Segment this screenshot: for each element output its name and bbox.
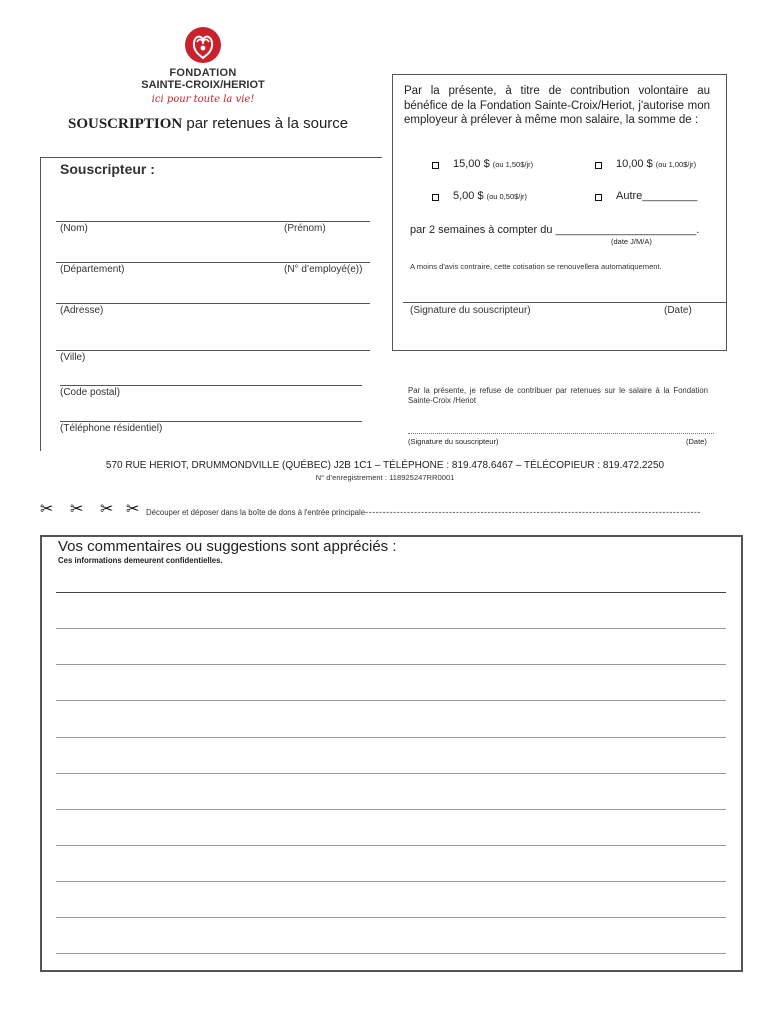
nom-label: (Nom): [60, 223, 88, 234]
checkbox-5[interactable]: [432, 194, 439, 201]
refusal-date-label: (Date): [686, 437, 707, 446]
logo-tagline: ici pour toute la vie!: [151, 94, 255, 105]
checkbox-autre[interactable]: [595, 194, 602, 201]
comment-line[interactable]: [56, 700, 726, 701]
departement-label: (Département): [60, 264, 125, 275]
option-15-note: (ou 1,50$/jr): [492, 160, 534, 169]
option-15: [453, 158, 533, 170]
option-10: [616, 158, 696, 170]
comment-line[interactable]: [56, 845, 726, 846]
option-10-amount: 10,00 $: [616, 158, 653, 170]
name-line[interactable]: [56, 221, 370, 222]
refusal-signature-line[interactable]: [408, 433, 714, 434]
phone-line[interactable]: [60, 421, 362, 422]
comment-line[interactable]: [56, 917, 726, 918]
foundation-emblem-icon: [181, 26, 225, 64]
page-title-rest: par retenues à la source: [182, 115, 349, 132]
page-title: [68, 115, 348, 133]
cut-instruction: [146, 507, 726, 517]
footer-address: 570 RUE HERIOT, DRUMMONDVILLE (QUÉBEC) J2B 1C1 – TÉLÉPHONE : 819.478.6467 – TÉLÉCOPIEUR : 819.472.2250: [105, 460, 665, 471]
prenom-label: (Prénom): [284, 223, 326, 234]
comments-title: Vos commentaires ou suggestions sont appréciés :: [58, 538, 397, 555]
option-5-amount: 5,00 $: [453, 190, 484, 202]
option-5: [453, 190, 527, 202]
contribution-date-label: (Date): [664, 305, 692, 316]
adresse-label: (Adresse): [60, 305, 104, 316]
cut-dashes: ------------------------------------------------------------------------------------------------: [365, 507, 701, 517]
checkbox-15[interactable]: [432, 162, 439, 169]
contribution-intro: Par la présente, à titre de contribution volontaire au bénéfice de la Fondation Sainte-Croix/Heriot, j'autorise mon employeur à prélever à même mon salaire, la somme de :: [404, 85, 710, 126]
footer-registration: N° d’enregistrement : 118925247RR0001: [315, 473, 455, 482]
checkbox-10[interactable]: [595, 162, 602, 169]
comment-line[interactable]: [56, 664, 726, 665]
option-5-note: (ou 0,50$/jr): [486, 192, 528, 201]
logo-line-2: SAINTE-CROIX/HERIOT: [141, 79, 265, 91]
ville-label: (Ville): [60, 352, 86, 363]
comment-line[interactable]: [56, 881, 726, 882]
telephone-label: (Téléphone résidentiel): [60, 423, 163, 434]
comment-line[interactable]: [56, 737, 726, 738]
cut-instruction-text: Découper et déposer dans la boîte de dons à l'entrée principale: [146, 508, 366, 517]
date-hint: (date J/M/A): [611, 237, 652, 246]
comments-box[interactable]: [40, 535, 743, 972]
period-text: par 2 semaines à compter du _______________________.: [410, 224, 700, 236]
department-line[interactable]: [56, 262, 370, 263]
refusal-signature-label: (Signature du souscripteur): [408, 437, 499, 446]
code-postal-label: (Code postal): [60, 387, 121, 398]
comment-line[interactable]: [56, 809, 726, 810]
logo-line-1: FONDATION: [169, 67, 237, 79]
option-10-note: (ou 1,00$/jr): [655, 160, 697, 169]
scissors-icon: ✂: [100, 501, 114, 518]
subscriber-heading: Souscripteur :: [60, 161, 155, 177]
scissors-icon: ✂: [70, 501, 84, 518]
comment-line[interactable]: [56, 773, 726, 774]
scissors-icon: ✂: [126, 501, 140, 518]
postal-code-line[interactable]: [60, 385, 362, 386]
contribution-signature-label: (Signature du souscripteur): [410, 305, 531, 316]
page-title-bold: SOUSCRIPTION: [68, 116, 183, 132]
comments-subtitle: Ces informations demeurent confidentielles.: [58, 556, 223, 565]
comment-line[interactable]: [56, 592, 726, 593]
scissors-icon: ✂: [40, 501, 54, 518]
comment-line[interactable]: [56, 953, 726, 954]
address-line[interactable]: [56, 303, 370, 304]
contribution-signature-line[interactable]: [403, 302, 727, 303]
logo: [140, 26, 290, 108]
comment-line[interactable]: [56, 628, 726, 629]
refusal-text: Par la présente, je refuse de contribuer par retenues sur le salaire à la Fondation Sainte-Croix /Heriot: [408, 386, 708, 405]
option-15-amount: 15,00 $: [453, 158, 490, 170]
option-autre[interactable]: Autre_________: [616, 190, 698, 202]
employe-label: (N° d’employé(e)): [284, 264, 363, 275]
city-line[interactable]: [56, 350, 370, 351]
subscriber-box: [40, 157, 382, 451]
auto-renew-text: A moins d'avis contraire, cette cotisation se renouvellera automatiquement.: [410, 262, 662, 271]
